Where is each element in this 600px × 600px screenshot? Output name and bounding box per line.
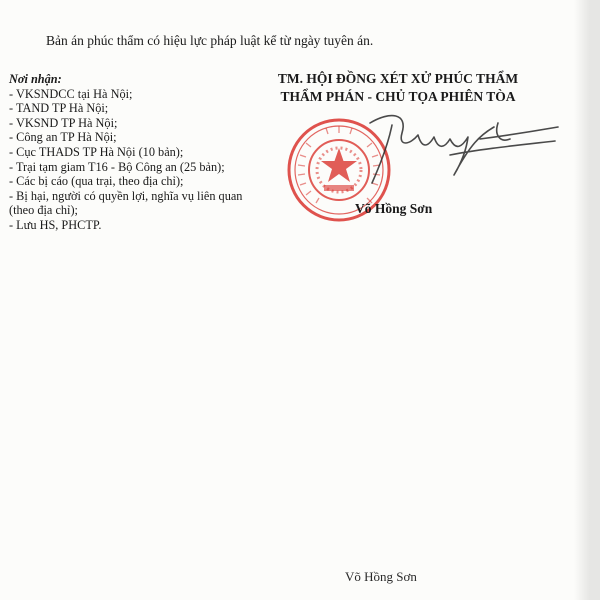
signature-icon (330, 105, 560, 195)
recipient-item: - Các bị cáo (qua trại, theo địa chỉ); (9, 174, 184, 189)
recipient-item: - VKSNDCC tại Hà Nội; (9, 86, 133, 101)
recipient-item: - TAND TP Hà Nội; (9, 101, 109, 116)
council-title-line1: TM. HỘI ĐỒNG XÉT XỬ PHÚC THẨM (277, 71, 519, 86)
scan-edge-shadow (574, 0, 600, 600)
effective-statement: Bản án phúc thẩm có hiệu lực pháp luật kể từ ngày tuyên án. (46, 33, 374, 48)
footer-signer-name: Võ Hồng Sơn (345, 569, 417, 584)
recipients-heading: Nơi nhận: (9, 72, 62, 86)
signer-name: Võ Hồng Sơn (355, 201, 433, 216)
recipients-list (9, 72, 269, 233)
recipient-item: - Bị hại, người có quyền lợi, nghĩa vụ liên quan (theo địa chỉ); (9, 188, 243, 218)
recipient-item: - Cục THADS TP Hà Nội (10 bản); (9, 144, 184, 159)
recipient-item: - Trại tạm giam T16 - Bộ Công an (25 bản); (9, 159, 225, 174)
recipient-item: - Lưu HS, PHCTP. (9, 217, 102, 232)
recipient-item: - VKSND TP Hà Nội; (9, 115, 118, 130)
council-title (258, 70, 538, 106)
council-title-line2: THẨM PHÁN - CHỦ TỌA PHIÊN TÒA (280, 89, 516, 104)
recipient-item: - Công an TP Hà Nội; (9, 130, 117, 145)
